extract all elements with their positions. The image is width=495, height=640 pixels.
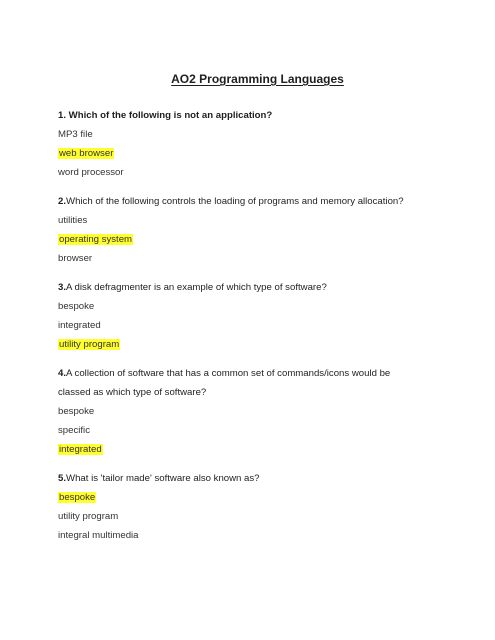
- question-3: [58, 278, 455, 354]
- question-text: [58, 192, 455, 211]
- option-text: utilities: [58, 215, 88, 226]
- answer-option-correct: [58, 440, 455, 459]
- answer-option-correct: [58, 230, 455, 249]
- answer-option: [58, 507, 455, 526]
- question-2: [58, 192, 455, 268]
- question-text: [58, 106, 455, 125]
- question-prompt: What is 'tailor made' software also known as?: [66, 473, 260, 484]
- highlighted-answer: utility program: [59, 339, 120, 350]
- highlighted-answer: web browser: [59, 148, 114, 159]
- answer-option: [58, 125, 455, 144]
- question-prompt: Which of the following controls the loading of programs and memory allocation?: [66, 196, 404, 207]
- answer-option: [58, 297, 455, 316]
- question-1: [58, 106, 455, 182]
- question-prompt: A disk defragmenter is an example of which type of software?: [66, 282, 327, 293]
- highlighted-answer: bespoke: [59, 492, 96, 503]
- option-text: bespoke: [58, 406, 95, 417]
- question-number: 2.: [58, 196, 67, 207]
- answer-option: [58, 402, 455, 421]
- question-number: 3.: [58, 282, 67, 293]
- option-text: specific: [58, 425, 90, 436]
- option-text: integral multimedia: [58, 530, 139, 541]
- answer-option-correct: [58, 144, 455, 163]
- option-text: word processor: [58, 167, 124, 178]
- answer-option: [58, 211, 455, 230]
- question-prompt: Which of the following is not an application?: [66, 110, 273, 121]
- question-number: 4.: [58, 368, 67, 379]
- answer-option: [58, 421, 455, 440]
- question-text: [58, 278, 455, 297]
- question-5: [58, 469, 455, 545]
- question-text: [58, 364, 455, 402]
- question-number: 5.: [58, 473, 67, 484]
- question-4: [58, 364, 455, 459]
- answer-option-correct: [58, 335, 455, 354]
- option-text: utility program: [58, 511, 119, 522]
- question-text: [58, 469, 455, 488]
- question-prompt: A collection of software that has a common set of commands/icons would be classed as which type of software?: [58, 368, 391, 398]
- option-text: browser: [58, 253, 93, 264]
- option-text: integrated: [58, 320, 101, 331]
- answer-option: [58, 526, 455, 545]
- answer-option-correct: [58, 488, 455, 507]
- question-number: 1.: [58, 110, 67, 121]
- highlighted-answer: operating system: [59, 234, 133, 245]
- answer-option: [58, 163, 455, 182]
- page-title: AO2 Programming Languages: [171, 72, 344, 86]
- answer-option: [58, 249, 455, 268]
- option-text: MP3 file: [58, 129, 93, 140]
- answer-option: [58, 316, 455, 335]
- option-text: bespoke: [58, 301, 95, 312]
- highlighted-answer: integrated: [59, 444, 102, 455]
